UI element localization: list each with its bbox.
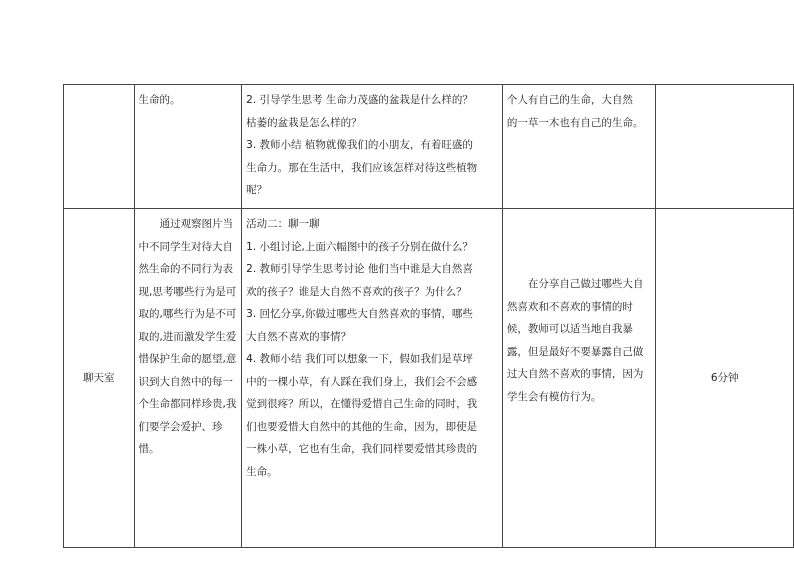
activity-line: 4. 教师小结 我们可以想象一下，假如我们是草坪 xyxy=(246,353,473,365)
time-cell: 6分钟 xyxy=(656,209,794,548)
activity-line: 中的一棵小草，有人踩在我们身上，我们会不会感 xyxy=(246,375,478,388)
time-cell xyxy=(656,85,794,209)
stage-cell xyxy=(64,85,135,209)
note-line: 的一草一木也有自己的生命。 xyxy=(506,116,644,129)
activity-line: 觉到很疼？所以，在懂得爱惜自己生命的同时，我 xyxy=(246,398,478,410)
activity-line: 2. 引导学生思考 生命力茂盛的盆栽是什么样的？ xyxy=(246,94,473,106)
activity-line: 3. 回忆分享,你做过哪些大自然喜欢的事情，哪些 xyxy=(246,308,473,320)
activity-line: 生命力。那在生活中，我们应该怎样对待这些植物 xyxy=(246,161,478,174)
activity-cell xyxy=(242,209,503,548)
activity-line: 大自然不喜欢的事情？ xyxy=(246,330,352,343)
activity-line: 呢？ xyxy=(246,184,268,196)
goal-text: 生命的。 xyxy=(138,94,181,106)
table-row xyxy=(64,85,794,209)
activity-title: 活动二：聊一聊 xyxy=(246,218,320,230)
note-cell xyxy=(502,209,656,548)
note-line: 个人有自己的生命，大自然 xyxy=(506,94,633,106)
note-cell xyxy=(502,85,656,209)
goal-text: 通过观察图片当中不同学生对待大自然生命的不同行为表现,思考哪些行为是可取的,哪些行为是不可取的,进而激发学生爱惜保护生命的愿望,意识到大自然中的每一个生命都同样珍贵,我们要学会爱护、珍惜。 xyxy=(138,218,237,455)
activity-cell xyxy=(242,85,503,209)
goal-cell xyxy=(134,85,242,209)
activity-line: 3. 教师小结 植物就像我们的小朋友，有着旺盛的 xyxy=(246,139,473,151)
activity-line: 1. 小组讨论,上面六幅图中的孩子分别在做什么？ xyxy=(246,240,473,253)
activity-line: 枯萎的盆栽是怎么样的？ xyxy=(246,116,362,129)
table-row xyxy=(64,209,794,548)
activity-line: 2. 教师引导学生思考讨论 他们当中谁是大自然喜 xyxy=(246,263,473,275)
activity-line: 一株小草，它也有生命，我们同样要爱惜其珍贵的 xyxy=(246,443,478,455)
note-text: 在分享自己做过哪些大自然喜欢和不喜欢的事情的时候，教师可以适当地自我暴露，但是最好不要暴露自己做过大自然不喜欢的事情，因为学生会有模仿行为。 xyxy=(506,278,644,403)
lesson-plan-table xyxy=(63,84,794,548)
activity-line: 们也要爱惜大自然中的其他的生命，因为，即使是 xyxy=(246,420,478,433)
activity-line: 欢的孩子？谁是大自然不喜欢的孩子？为什么？ xyxy=(246,285,467,298)
stage-cell: 聊天室 xyxy=(64,209,135,548)
goal-cell xyxy=(134,209,242,548)
activity-line: 生命。 xyxy=(246,465,278,478)
